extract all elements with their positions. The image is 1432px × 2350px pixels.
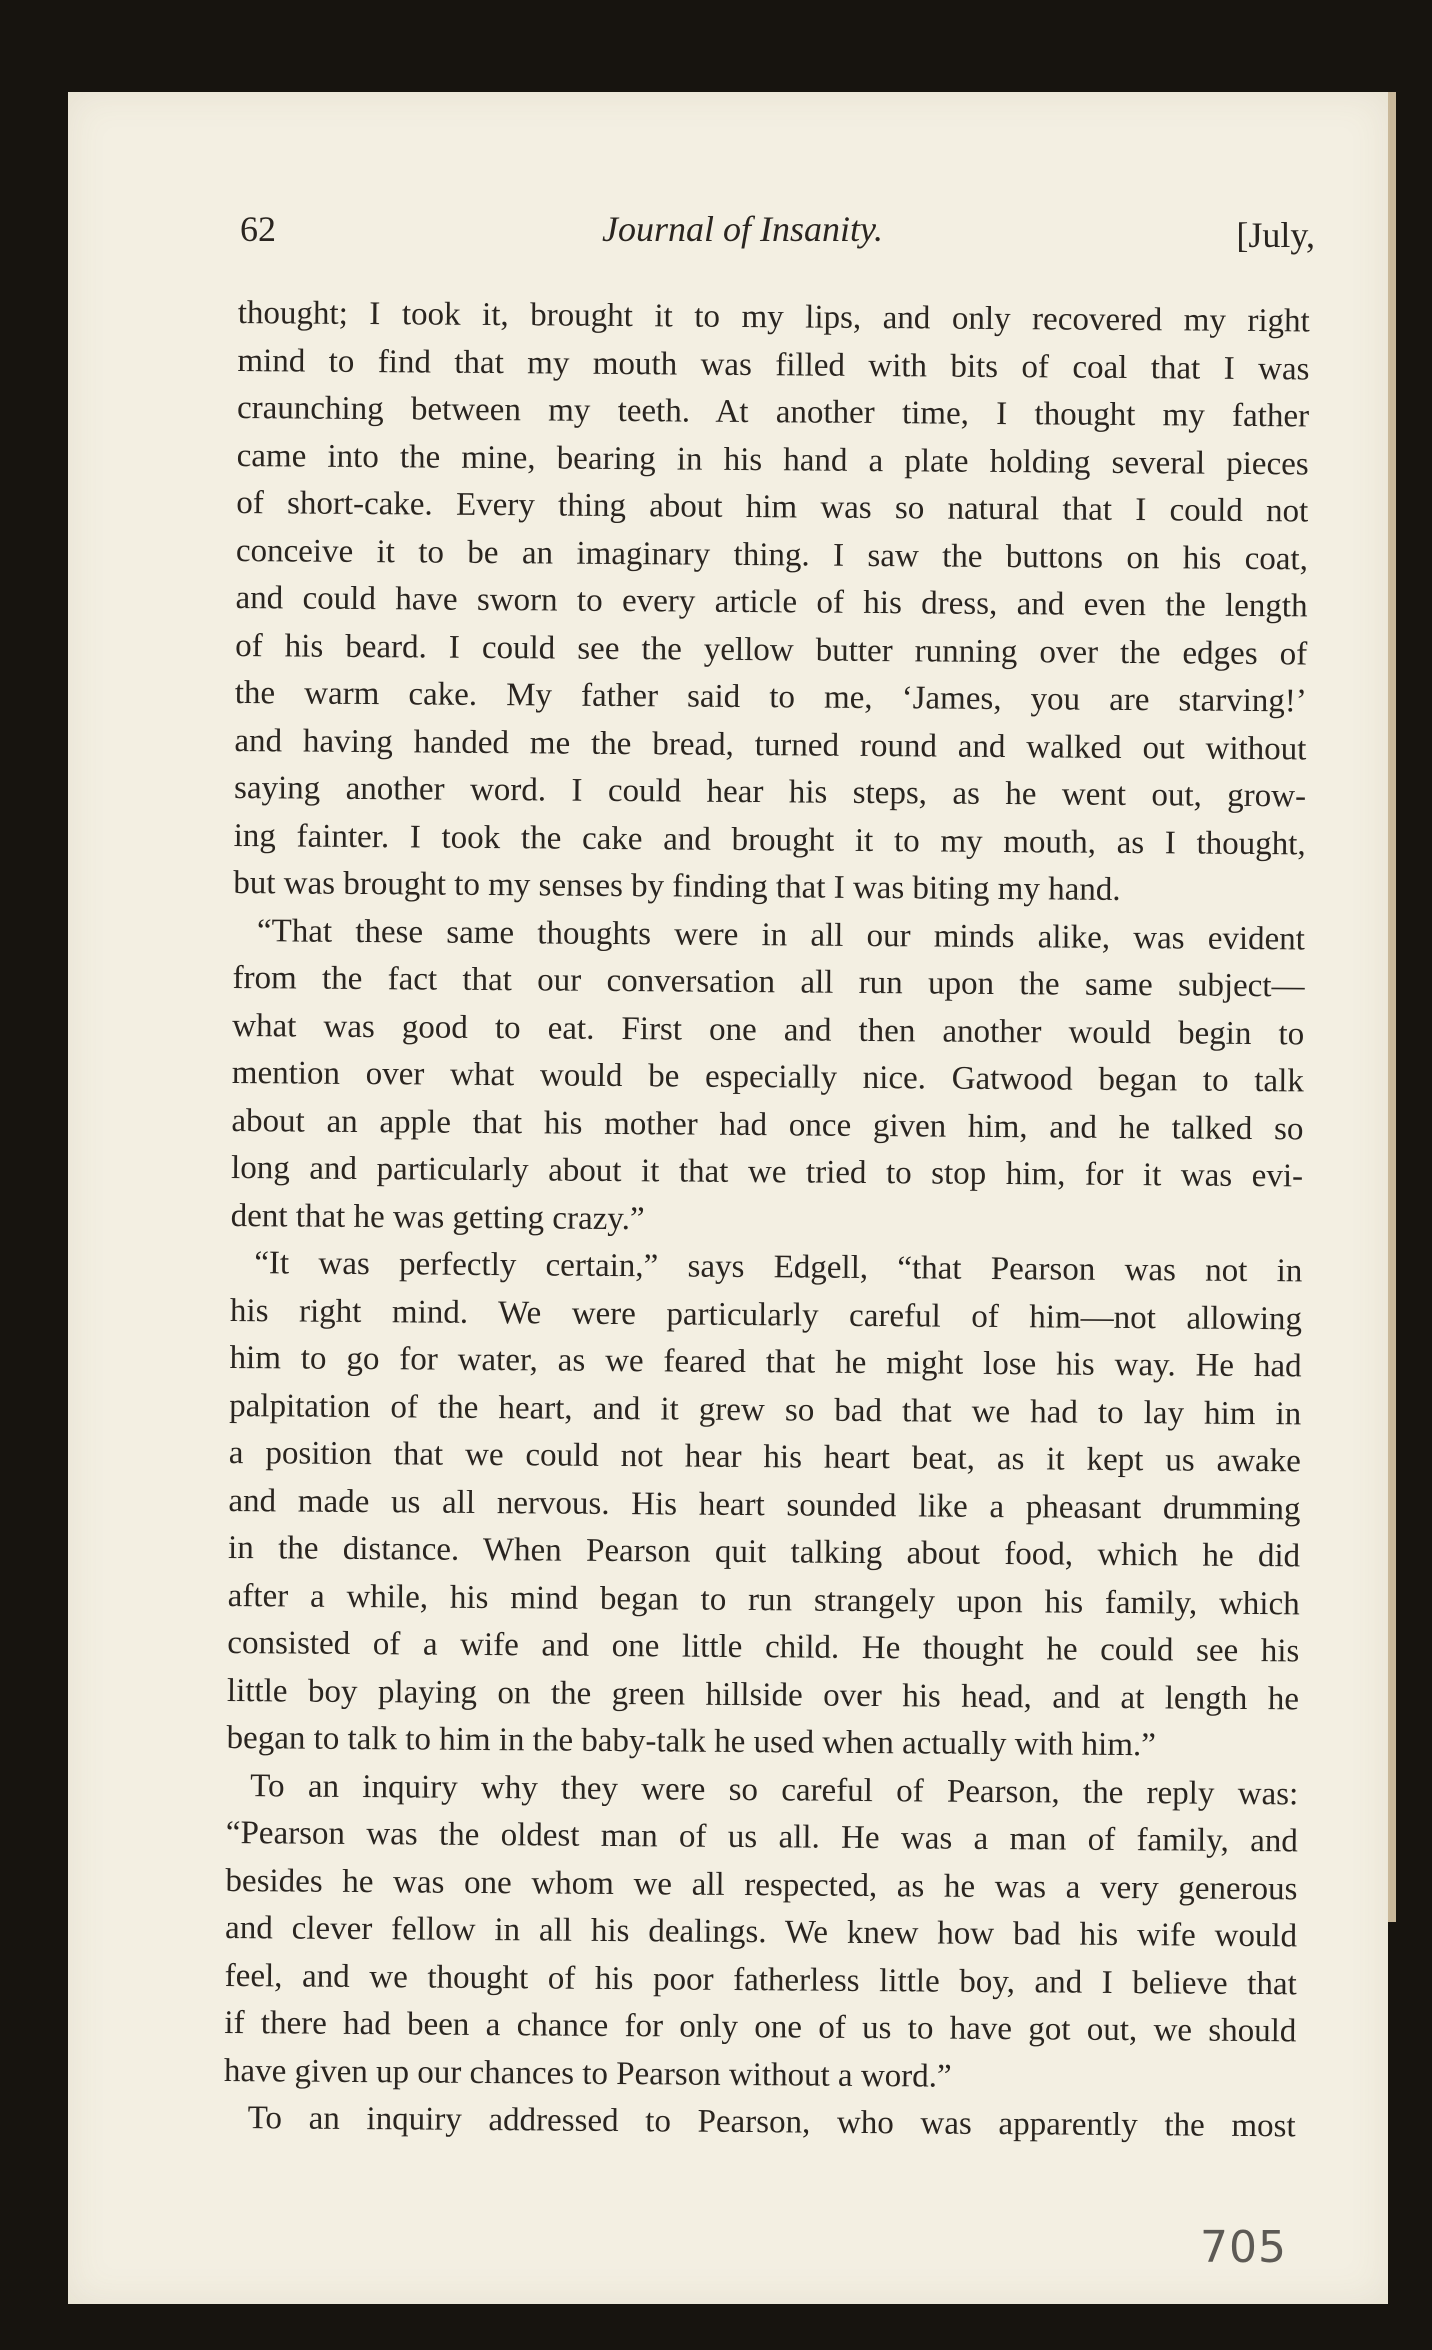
text-line: besides he was one whom we all respected, as he was a very generous	[225, 1862, 1298, 1907]
page-edge-strip	[1388, 92, 1396, 1922]
text-line: and made us all nervous. His heart sounded like a pheasant drumming	[228, 1482, 1301, 1527]
text-line: the warm cake. My father said to me, ‘James, you are starving!’	[234, 674, 1307, 720]
text-line: and could have sworn to every article of his dress, and even the length	[235, 579, 1308, 625]
text-line: him to go for water, as we feared that he might lose his way. He had	[229, 1339, 1302, 1385]
body-text	[223, 290, 1310, 2151]
text-line: ing fainter. I took the cake and brought it to my mouth, as I thought,	[233, 817, 1306, 862]
text-line: feel, and we thought of his poor fatherless little boy, and I believe that	[224, 1957, 1297, 2002]
text-line: little boy playing on the green hillside over his head, and at length he	[226, 1672, 1300, 1717]
text-line: To an inquiry addressed to Pearson, who was apparently the most	[247, 2100, 1296, 2145]
text-line: mention over what would be especially nice. Gatwood began to talk	[231, 1054, 1304, 1100]
text-line: from the fact that our conversation all run upon the same subject—	[232, 959, 1305, 1005]
text-line: dent that he was getting crazy.”	[230, 1197, 645, 1237]
text-line: “That these same thoughts were in all our minds alike, was evident	[256, 912, 1306, 957]
text-line: of short-cake. Every thing about him was so natural that I could not	[236, 484, 1309, 530]
text-line: mind to find that my mouth was filled with bits of coal that I was	[237, 342, 1310, 387]
text-line: long and particularly about it that we tried to stop him, for it was evi-	[230, 1149, 1304, 1195]
page-header	[170, 208, 1315, 258]
text-line: after a while, his mind began to run strangely upon his family, which	[227, 1577, 1300, 1622]
text-line: thought; I took it, brought it to my lips, and only recovered my right	[237, 294, 1310, 340]
text-line: and having handed me the bread, turned round and walked out without	[234, 722, 1307, 767]
running-date: [July,	[1236, 215, 1315, 255]
text-line: “It was perfectly certain,” says Edgell, “that Pearson was not in	[254, 1245, 1303, 1290]
text-line: craunching between my teeth. At another time, I thought my father	[236, 389, 1310, 435]
running-title: Journal of Insanity.	[602, 209, 883, 249]
text-line: a position that we could not hear his heart beat, as it kept us awake	[228, 1434, 1301, 1480]
text-line: in the distance. When Pearson quit talking about food, which he did	[227, 1529, 1301, 1575]
text-line: consisted of a wife and one little child. He thought he could see his	[227, 1624, 1300, 1670]
text-line: his right mind. We were particularly careful of him—not allowing	[229, 1292, 1303, 1337]
page-number: 62	[240, 209, 276, 249]
text-line: about an apple that his mother had once given him, and he talked so	[231, 1102, 1304, 1147]
handwritten-folio-number: 705	[1200, 2222, 1287, 2273]
text-line: came into the mine, bearing in his hand a plate holding several pieces	[236, 437, 1309, 482]
text-line: have given up our chances to Pearson without a word.”	[223, 2052, 952, 2095]
text-line: “Pearson was the oldest man of us all. He was a man of family, and	[225, 1814, 1298, 1860]
text-line: of his beard. I could see the yellow butter running over the edges of	[235, 627, 1308, 672]
text-line: began to talk to him in the baby-talk he used when actually with him.”	[226, 1719, 1157, 1764]
text-line: if there had been a chance for only one of us to have got out, we should	[224, 2004, 1297, 2050]
text-line: To an inquiry why they were so careful of Pearson, the reply was:	[250, 1767, 1299, 1812]
text-line: palpitation of the heart, and it grew so bad that we had to lay him in	[229, 1387, 1302, 1432]
text-line: what was good to eat. First one and then another would begin to	[232, 1007, 1305, 1052]
text-line: but was brought to my senses by finding that I was biting my hand.	[233, 864, 1121, 908]
text-line: and clever fellow in all his dealings. We knew how bad his wife would	[224, 1909, 1298, 1955]
text-line: saying another word. I could hear his steps, as he went out, grow-	[233, 769, 1307, 815]
text-line: conceive it to be an imaginary thing. I saw the buttons on his coat,	[235, 532, 1309, 577]
